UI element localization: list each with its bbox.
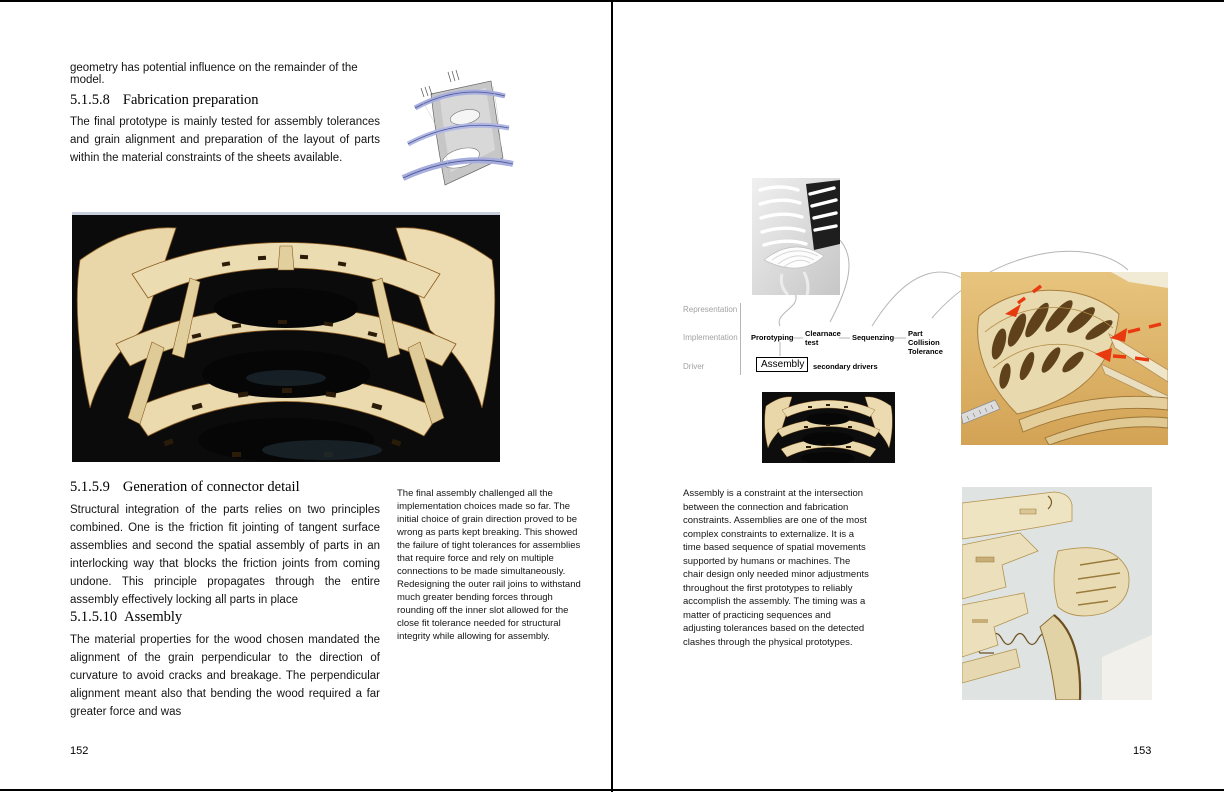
flow-item-sequencing: Sequenzing — [852, 333, 895, 342]
figure-chair-assembly-photo — [961, 272, 1168, 445]
section-body-fabrication-preparation: The final prototype is mainly tested for assembly tolerances and grain alignment and preparation of the layout of parts within the material constraints of the sheets available. — [70, 116, 380, 164]
section-body-assembly: The material properties for the wood chosen mandated the alignment of the grain perpendicular to the direction of curvature to avoid cracks and breakage. The perpendicular alignment meant also that bending the wood required a far greater force and was — [70, 634, 380, 718]
page-number-right: 153 — [1133, 745, 1152, 757]
flow-item-clearance-test: Clearnace test — [805, 329, 841, 347]
cad-sketch-drawing — [393, 68, 523, 200]
driver-box-label: Assembly — [761, 359, 805, 370]
figure-cad-rail-sketch — [393, 68, 523, 200]
flow-item-prototyping: Prorotyping — [751, 333, 794, 342]
photo-top-edge — [72, 212, 500, 215]
diagram-row-label-driver: Driver — [683, 362, 705, 371]
connector-detail-photo — [962, 487, 1152, 700]
diagram-row-label-representation: Representation — [683, 305, 738, 314]
diagram-axis-rule — [740, 303, 741, 375]
driver-box-assembly — [756, 357, 808, 372]
section-title: Fabrication preparation — [122, 92, 259, 108]
figure-plywood-fan-photo-large — [72, 212, 500, 462]
section-heading-fabrication-preparation — [70, 92, 259, 109]
plywood-fan-photo-small — [762, 392, 895, 463]
figure-connector-detail-photo — [962, 487, 1152, 700]
flow-item-part-collision-tolerance: Part Collision Tolerance — [908, 329, 943, 356]
section-heading-connector-detail — [70, 479, 300, 496]
figure-plywood-fan-photo-small — [762, 392, 895, 463]
chair-assembly-photo — [961, 272, 1168, 445]
figure-white-prototype-photo — [752, 178, 840, 295]
right-body-paragraph: Assembly is a constraint at the intersection between the connection and fabrication constraints. Assemblies are one of the most complex constraints to externalize. It is a time based sequence of spatial movements supported by humans or machines. The chair design only needed minor adjustments throughout the first prototypes to reliably accomplish the assembly. The timing was a matter of practicing sequences and adjusting tolerances based on the detected clashes through the physical prototypes. — [683, 488, 869, 648]
driver-secondary-note: secondary drivers — [813, 362, 878, 371]
mini-fan-holes — [801, 413, 855, 463]
section-body-connector-detail: Structural integration of the parts relies on two principles combined. One is the friction fit jointing of tangent surface assemblies and second the spatial assembly of parts in an interlocking way that blocks the friction joints from coming undone. This principle propagates through the entire assembly effectively locking all parts in place — [70, 504, 380, 606]
section-number: 5.1.5.9 — [70, 479, 110, 495]
plywood-fan-photo — [72, 212, 500, 462]
left-sidenote-paragraph: The final assembly challenged all the implementation choices made so far. The initial choice of grain direction proved to be wrong as parts kept breaking. This showed the failure of tight tolerances for assemblies that require force and rely on multiple connections to be made simultaneously. Redesigning the outer rail joins to withstand much greater bending forces through rounding off the inner slot allowed for the close fit tolerance needed for structural integrity while allowing for assembly. — [397, 488, 581, 642]
diagram-row-label-implementation: Implementation — [683, 333, 738, 342]
section-title: Generation of connector detail — [122, 479, 300, 495]
page-number-left: 152 — [70, 745, 89, 757]
section-title: Assembly — [124, 609, 183, 625]
section-number: 5.1.5.8 — [70, 92, 110, 108]
left-intro-paragraph: geometry has potential influence on the remainder of the model. — [70, 62, 358, 86]
white-prototype-photo — [752, 178, 840, 295]
section-heading-assembly — [70, 609, 182, 626]
section-number: 5.1.5.10 — [70, 609, 118, 625]
